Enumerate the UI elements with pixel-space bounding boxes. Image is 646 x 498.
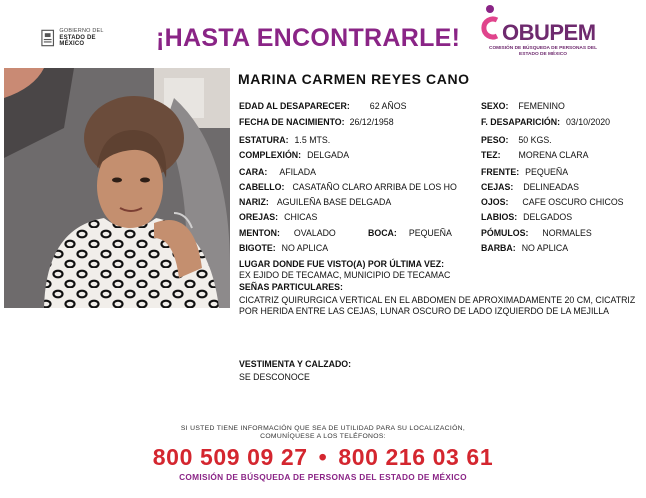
missing-person-photo: [4, 68, 230, 308]
field-height: [239, 134, 330, 146]
government-logo: [40, 26, 120, 50]
field-label: COMPLEXIÓN:: [239, 150, 302, 160]
gov-line-2: ESTADO DE MÉXICO: [59, 34, 96, 48]
field-label: BOCA:: [368, 228, 397, 238]
distinguishing-marks-value: CICATRIZ QUIRURGICA VERTICAL EN EL ABDOMEN DE APROXIMADAMENTE 20 CM, CICATRIZ POR HERIDA ENTRE LAS CEJAS, LUNAR OSCURO DE LADO IZQUIERDO DE LA MEJILLA: [239, 295, 636, 316]
field-label: PÓMULOS:: [481, 228, 529, 238]
field-disappearance-date: [481, 116, 610, 128]
field-face: [239, 166, 316, 178]
field-eyes: [481, 196, 624, 208]
field-value: DELGADA: [307, 150, 350, 160]
field-mouth: [368, 227, 452, 239]
field-value: 62 AÑOS: [369, 101, 407, 111]
field-ears: [239, 211, 317, 223]
field-value: CAFE OSCURO CHICOS: [522, 197, 624, 207]
field-value: NO APLICA: [281, 243, 329, 253]
field-mustache: [239, 242, 328, 254]
phone-number-2[interactable]: 800 216 03 61: [338, 444, 494, 470]
field-label: NARIZ:: [239, 197, 269, 207]
contact-line-2: COMUNÍQUESE A LOS TELÉFONOS:: [260, 433, 386, 440]
cobupem-c-icon: [478, 4, 500, 44]
agency-name: COMISIÓN DE BÚSQUEDA DE PERSONAS DEL ESTADO DE MÉXICO: [179, 472, 467, 482]
field-forehead: [481, 166, 568, 178]
cobupem-subtitle: COMISIÓN DE BÚSQUEDA DE PERSONAS DEL ESTADO DE MÉXICO: [488, 46, 598, 57]
field-build: [239, 149, 349, 161]
field-age: [239, 100, 406, 112]
field-sex: [481, 100, 565, 112]
field-cheekbones: [481, 227, 592, 239]
phone-numbers: [0, 444, 646, 471]
field-label: BIGOTE:: [239, 243, 276, 253]
field-value: AFILADA: [279, 167, 317, 177]
clothing-label: VESTIMENTA Y CALZADO:: [239, 359, 352, 369]
cobupem-logo: [478, 4, 598, 62]
field-value: 26/12/1958: [349, 117, 394, 127]
header: [0, 0, 646, 66]
distinguishing-marks-label: SEÑAS PARTICULARES:: [239, 282, 343, 292]
contact-instructions: [120, 425, 526, 441]
phone-number-1[interactable]: 800 509 09 27: [152, 444, 308, 470]
field-label: BARBA:: [481, 243, 516, 253]
field-label: CABELLO:: [239, 182, 285, 192]
field-label: LABIOS:: [481, 212, 518, 222]
field-value: FEMENINO: [518, 101, 565, 111]
field-value: OVALADO: [293, 228, 336, 238]
field-label: FECHA DE NACIMIENTO:: [239, 117, 345, 127]
last-seen-value: EX EJIDO DE TECAMAC, MUNICIPIO DE TECAMAC: [239, 270, 451, 280]
field-value: PEQUEÑA: [525, 167, 569, 177]
field-value: NORMALES: [542, 228, 592, 238]
field-value: NO APLICA: [521, 243, 569, 253]
field-nose: [239, 196, 391, 208]
field-lips: [481, 211, 572, 223]
field-eyebrows: [481, 181, 579, 193]
field-value: DELINEADAS: [523, 182, 579, 192]
field-label: F. DESAPARICIÓN:: [481, 117, 561, 127]
field-label: OREJAS:: [239, 212, 279, 222]
field-weight: [481, 134, 552, 146]
gov-line-1: GOBIERNO DEL: [59, 28, 104, 35]
field-value: MORENA CLARA: [518, 150, 589, 160]
field-value: CHICAS: [284, 212, 318, 222]
field-skin: [481, 149, 588, 161]
field-value: 50 KGS.: [518, 135, 552, 145]
field-label: TEZ:: [481, 150, 501, 160]
field-label: MENTON:: [239, 228, 280, 238]
last-seen-label: LUGAR DONDE FUE VISTO(A) POR ÚLTIMA VEZ:: [239, 259, 445, 269]
field-label: SEXO:: [481, 101, 509, 111]
clothing-value: SE DESCONOCE: [239, 372, 310, 382]
state-seal-icon: [40, 28, 55, 48]
field-value: 1.5 MTS.: [294, 135, 331, 145]
field-value: PEQUEÑA: [408, 228, 452, 238]
field-birthdate: [239, 116, 394, 128]
field-value: CASATAÑO CLARO ARRIBA DE LOS HO: [292, 182, 457, 192]
field-hair: [239, 181, 477, 193]
field-value: AGUILEÑA BASE DELGADA: [276, 197, 392, 207]
cobupem-brand: OBUPEM: [502, 20, 596, 45]
person-name: MARINA CARMEN REYES CANO: [238, 71, 470, 87]
contact-line-1: SI USTED TIENE INFORMACIÓN QUE SEA DE UTILIDAD PARA SU LOCALIZACIÓN,: [180, 425, 466, 432]
headline: ¡HASTA ENCONTRARLE!: [156, 24, 461, 52]
field-chin: [239, 227, 336, 239]
field-value: 03/10/2020: [566, 117, 611, 127]
field-label: PESO:: [481, 135, 509, 145]
field-beard: [481, 242, 568, 254]
field-value: DELGADOS: [523, 212, 573, 222]
field-label: CEJAS:: [481, 182, 514, 192]
field-label: OJOS:: [481, 197, 509, 207]
field-label: CARA:: [239, 167, 268, 177]
field-label: EDAD AL DESAPARECER:: [239, 101, 350, 111]
phone-separator: •: [318, 444, 328, 470]
field-label: ESTATURA:: [239, 135, 289, 145]
field-label: FRENTE:: [481, 167, 520, 177]
